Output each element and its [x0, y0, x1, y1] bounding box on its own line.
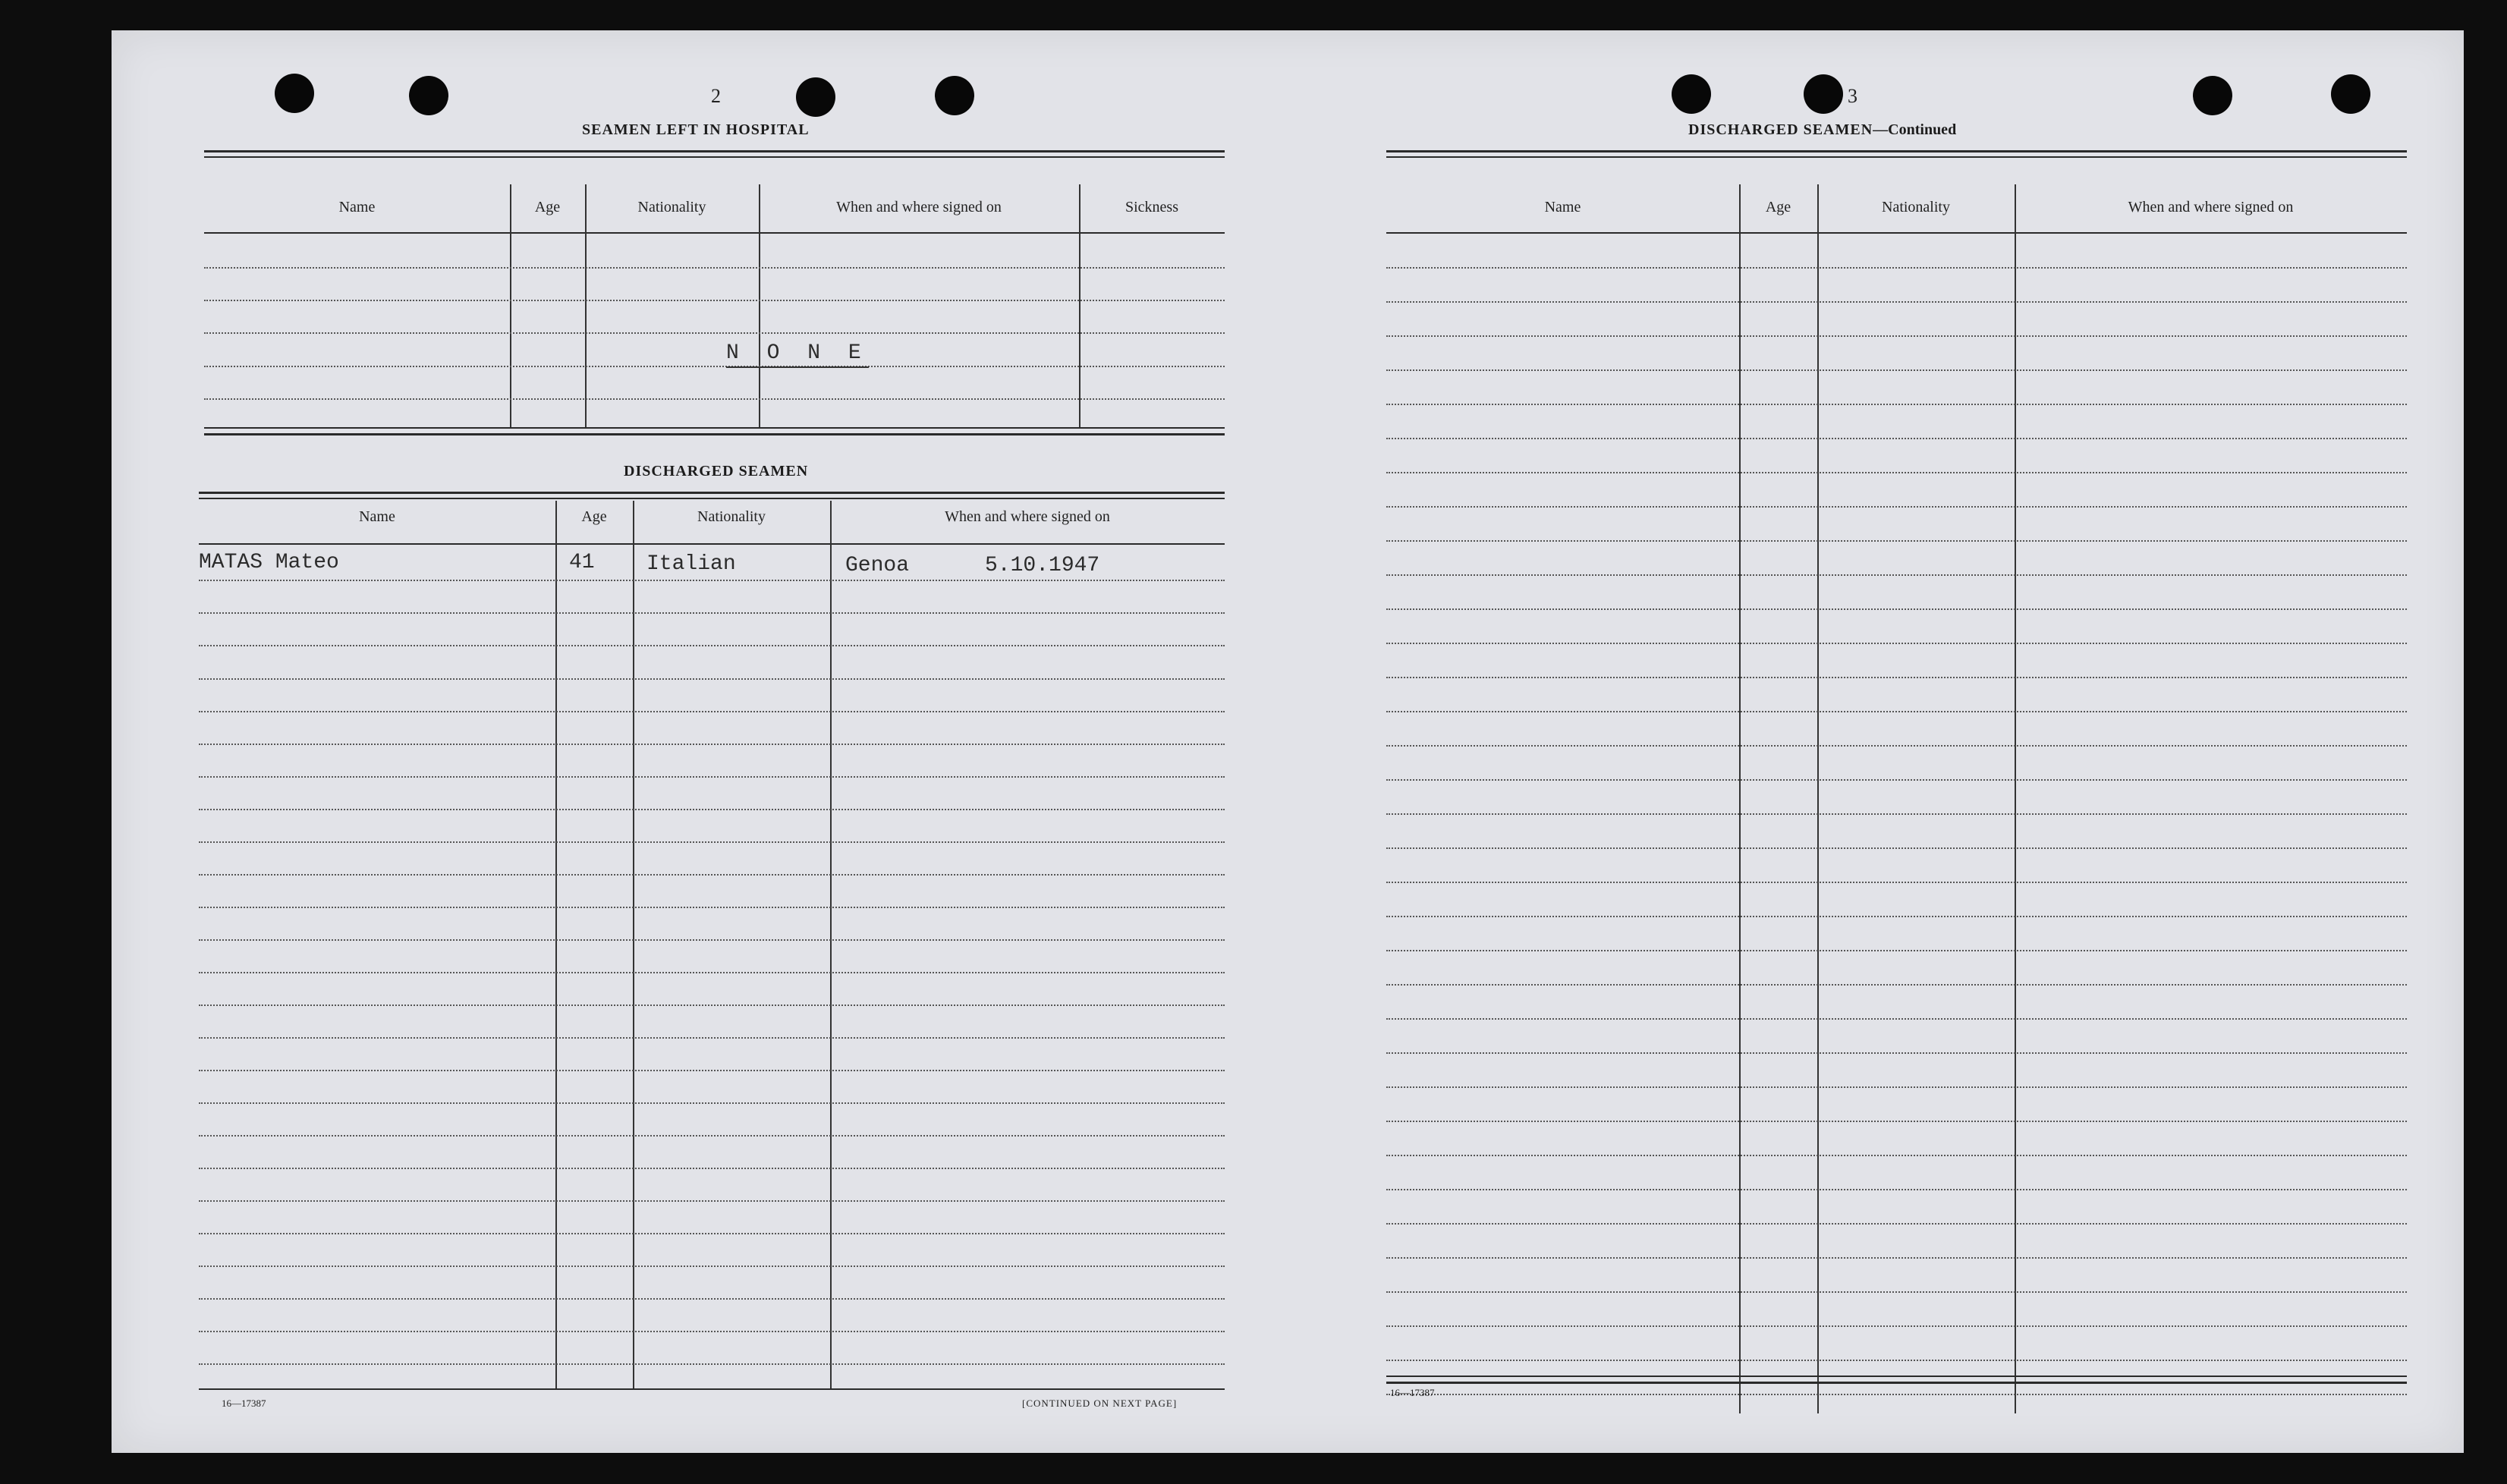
table-row [204, 366, 1225, 367]
table-row [199, 711, 1225, 712]
table-row [199, 612, 1225, 614]
table-row [1386, 369, 2407, 371]
table-row [199, 841, 1225, 843]
table-row [1386, 335, 2407, 337]
table-row [1386, 1086, 2407, 1088]
table-row [1386, 813, 2407, 815]
table-row [199, 1233, 1225, 1234]
right-page [1295, 30, 2464, 1453]
table-row [1386, 1360, 2407, 1361]
table-row [199, 809, 1225, 810]
hospital-none-entry: N O N E [726, 341, 869, 368]
table-row [199, 939, 1225, 941]
table-row [199, 1200, 1225, 1202]
table-row [199, 1135, 1225, 1137]
table-row [1386, 540, 2407, 542]
discharged-continued-table [1386, 150, 2407, 1394]
column-header: Nationality [1882, 199, 1950, 215]
scanned-document [112, 30, 2464, 1453]
title-continued: —Continued [1873, 121, 1957, 138]
table-row [199, 1363, 1225, 1365]
column-header: Sickness [1125, 199, 1178, 215]
title-main: DISCHARGED SEAMEN [1688, 121, 1873, 138]
discharged-section-title: DISCHARGED SEAMEN [624, 463, 809, 479]
seaman-nationality: Italian [646, 552, 736, 576]
hospital-table [204, 150, 1225, 442]
table-row [1386, 1394, 2407, 1395]
table-row [199, 1102, 1225, 1104]
table-row [1386, 574, 2407, 576]
table-row [1386, 1018, 2407, 1020]
table-row [199, 1265, 1225, 1267]
table-row [204, 300, 1225, 301]
table-row [1386, 472, 2407, 473]
table-row [1386, 404, 2407, 405]
table-row [1386, 301, 2407, 303]
punch-hole [1672, 74, 1711, 114]
table-row [1386, 882, 2407, 883]
table-row [199, 1070, 1225, 1071]
page-number: 2 [711, 85, 721, 107]
hospital-section-title: SEAMEN LEFT IN HOSPITAL [582, 121, 810, 138]
column-header: When and where signed on [836, 199, 1002, 215]
table-row [1386, 1291, 2407, 1293]
column-header: Age [534, 199, 561, 215]
punch-hole [935, 76, 974, 115]
seaman-name: MATAS Mateo [199, 551, 339, 574]
column-header: When and where signed on [2128, 199, 2294, 215]
signed-on-date: 5.10.1947 [985, 554, 1100, 577]
table-row [1386, 1121, 2407, 1122]
table-row [199, 580, 1225, 581]
table-row [199, 776, 1225, 778]
table-row [199, 972, 1225, 973]
table-row [1386, 506, 2407, 508]
table-row [199, 1168, 1225, 1169]
table-row [199, 744, 1225, 745]
discharged-continued-title [1688, 121, 1956, 139]
punch-hole [275, 74, 314, 113]
column-header: Nationality [637, 199, 706, 215]
form-number: 16—17387 [222, 1398, 266, 1409]
table-row [1386, 1325, 2407, 1327]
table-row [1386, 1257, 2407, 1259]
table-row [204, 267, 1225, 269]
table-row [199, 1005, 1225, 1006]
column-header: Name [1544, 199, 1581, 215]
column-header: Age [1765, 199, 1791, 215]
table-row [199, 907, 1225, 908]
column-header: Name [359, 508, 395, 525]
table-row [1386, 711, 2407, 712]
table-row [199, 1331, 1225, 1332]
table-row [1386, 745, 2407, 747]
table-row [199, 874, 1225, 876]
table-row [1386, 916, 2407, 917]
table-row [199, 1037, 1225, 1039]
table-row [199, 678, 1225, 680]
column-header: Name [338, 199, 376, 215]
table-row [1386, 984, 2407, 986]
table-row [1386, 677, 2407, 678]
table-row [1386, 608, 2407, 610]
table-row [1386, 267, 2407, 269]
punch-hole [796, 77, 835, 117]
column-header: Nationality [697, 508, 766, 525]
punch-hole [2331, 74, 2370, 114]
table-row [1386, 847, 2407, 849]
table-row [204, 398, 1225, 400]
column-header: When and where signed on [945, 508, 1110, 525]
signed-on-place: Genoa [845, 554, 910, 577]
column-header: Age [581, 508, 607, 525]
form-number: 16—17387 [1390, 1387, 1435, 1398]
table-row [1386, 1189, 2407, 1190]
left-page [112, 30, 1295, 1453]
table-row [199, 1298, 1225, 1300]
punch-hole [1804, 74, 1843, 114]
continued-note: [CONTINUED ON NEXT PAGE] [1022, 1398, 1178, 1409]
table-row [1386, 1223, 2407, 1225]
table-row [1386, 438, 2407, 439]
table-row [1386, 950, 2407, 951]
seaman-age: 41 [569, 551, 595, 574]
table-row [204, 332, 1225, 334]
discharged-table [199, 492, 1225, 1394]
table-row [199, 645, 1225, 646]
page-number: 3 [1848, 85, 1857, 107]
table-row [1386, 779, 2407, 781]
table-row [1386, 1052, 2407, 1054]
punch-hole [409, 76, 448, 115]
table-row [1386, 1155, 2407, 1156]
table-row [1386, 643, 2407, 644]
punch-hole [2193, 76, 2232, 115]
